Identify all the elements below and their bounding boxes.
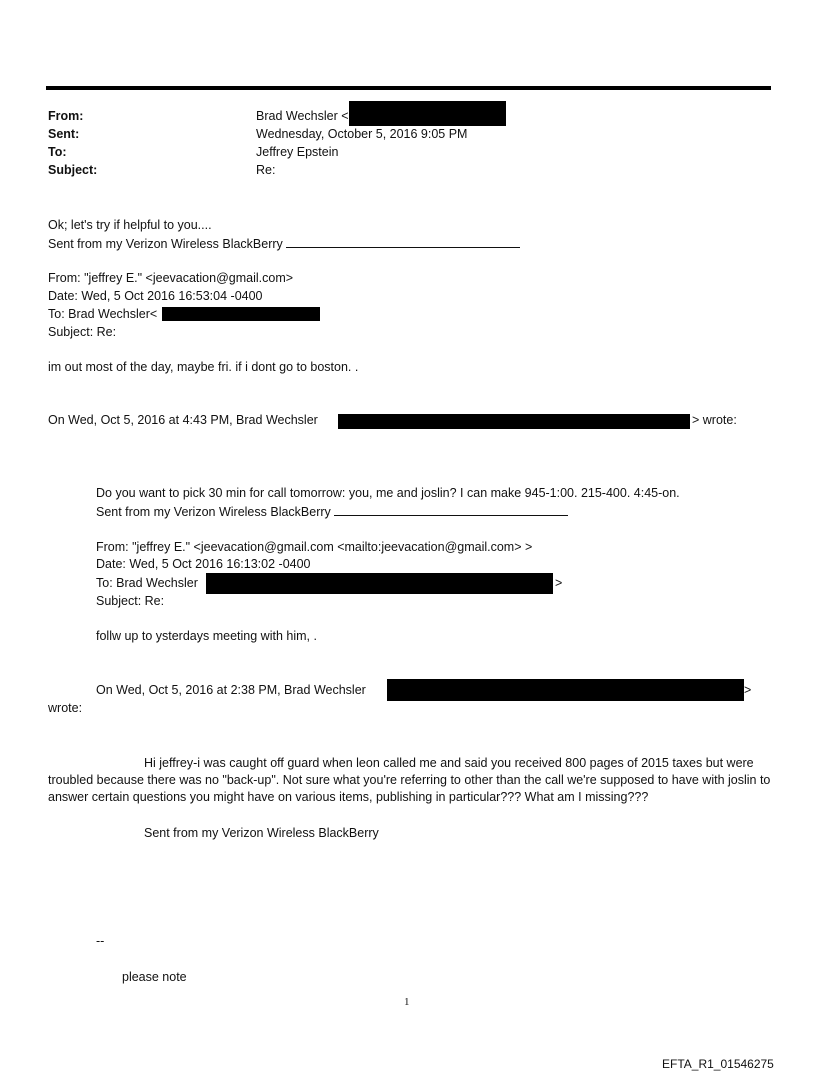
quoted1-date: Date: Wed, 5 Oct 2016 16:53:04 -0400: [48, 289, 263, 303]
quoted2-on-wrote: On Wed, Oct 5, 2016 at 2:38 PM, Brad Wechsler: [96, 683, 366, 697]
reply2-line1: Do you want to pick 30 min for call tomorrow: you, me and joslin? I can make 945-1:00. 215-400. 4:45-on.: [96, 486, 680, 500]
redaction-block: [338, 414, 690, 429]
please-note: please note: [122, 970, 187, 984]
quoted2-wrote: wrote:: [48, 701, 83, 715]
from-value: Brad Wechsler <: [256, 109, 349, 123]
quoted1-body: im out most of the day, maybe fri. if i dont go to boston. .: [48, 360, 359, 374]
to-label: To:: [48, 145, 67, 159]
quoted1-on-wrote: On Wed, Oct 5, 2016 at 4:43 PM, Brad Wechsler: [48, 413, 318, 427]
quoted2-to-suffix: >: [555, 576, 563, 590]
quoted1-from: From: "jeffrey E." <jeevacation@gmail.com>: [48, 271, 294, 285]
document-id: EFTA_R1_01546275: [662, 1057, 774, 1071]
original-body: Hi jeffrey-i was caught off guard when leon called me and said you received 800 pages of 2015 taxes but were troubled because there was no "back-up". Not sure what you're referring to other than the call we're supposed to have with joslin to answer certain questions you might have on various items, publishing in particular??? What am I missing???: [48, 756, 771, 804]
to-value: Jeffrey Epstein: [256, 145, 339, 159]
reply1-signature: [48, 235, 520, 251]
redaction-block: [349, 101, 506, 126]
quoted2-to: To: Brad Wechsler: [96, 576, 198, 590]
from-label: From:: [48, 109, 84, 123]
sent-value: Wednesday, October 5, 2016 9:05 PM: [256, 127, 468, 141]
reply1-signature-text: Sent from my Verizon Wireless BlackBerry: [48, 237, 283, 251]
page-number: 1: [404, 996, 410, 1008]
quoted1-to: To: Brad Wechsler<: [48, 307, 158, 321]
quoted2-body: follw up to ysterdays meeting with him, .: [96, 629, 317, 643]
quoted2-date: Date: Wed, 5 Oct 2016 16:13:02 -0400: [96, 557, 311, 571]
redaction-block: [206, 573, 553, 594]
original-signature: Sent from my Verizon Wireless BlackBerry: [144, 826, 379, 840]
quoted2-subject: Subject: Re:: [96, 594, 165, 608]
sent-label: Sent:: [48, 127, 80, 141]
signature-dashes: --: [96, 934, 105, 948]
redaction-block: [162, 307, 320, 321]
quoted1-subject: Subject: Re:: [48, 325, 117, 339]
top-rule: [46, 86, 771, 90]
subject-value: Re:: [256, 163, 276, 177]
separator-line: [286, 235, 520, 248]
separator-line: [334, 503, 568, 516]
redaction-block: [387, 679, 744, 701]
reply2-signature: [96, 503, 568, 519]
quoted2-from: From: "jeffrey E." <jeevacation@gmail.com <mailto:jeevacation@gmail.com> >: [96, 540, 533, 554]
subject-label: Subject:: [48, 163, 98, 177]
quoted1-wrote-suffix: > wrote:: [692, 413, 737, 427]
reply1-line1: Ok; let's try if helpful to you....: [48, 218, 212, 232]
quoted2-wrote-suffix: >: [744, 683, 752, 697]
reply2-signature-text: Sent from my Verizon Wireless BlackBerry: [96, 505, 331, 519]
